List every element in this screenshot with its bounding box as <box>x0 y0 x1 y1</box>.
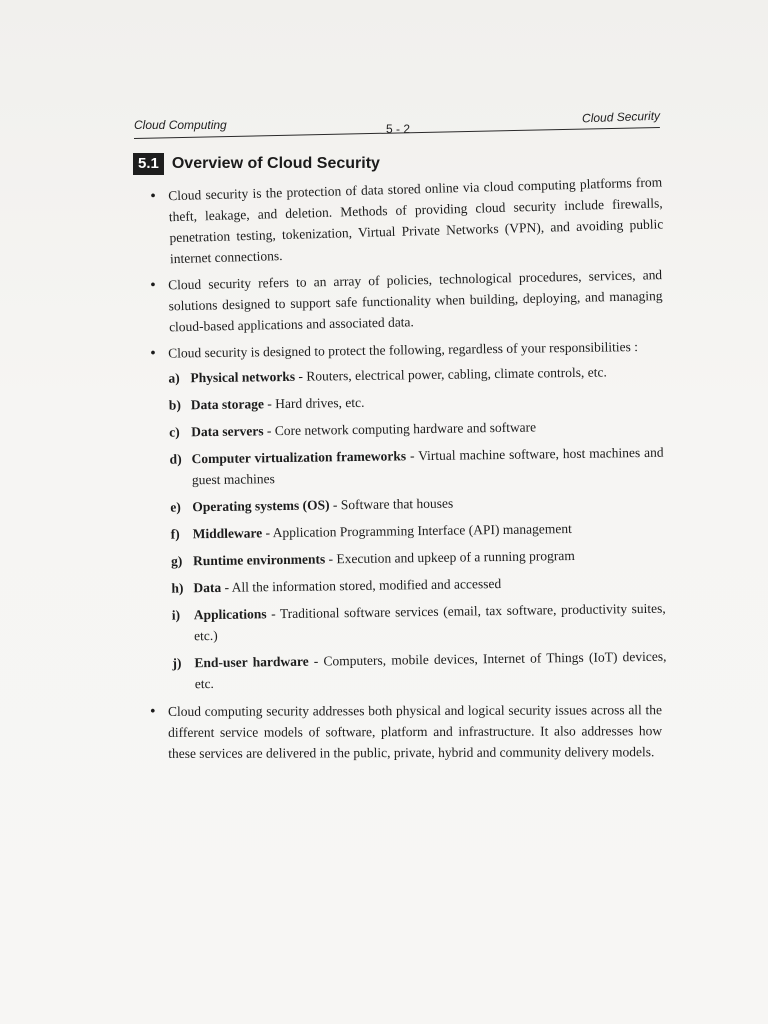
section-heading <box>133 151 380 177</box>
list-item <box>168 361 662 389</box>
list-item-term: Runtime environments <box>192 551 326 569</box>
list-item <box>170 490 664 518</box>
list-item-description: - Application Programming Interface (API) management <box>262 520 572 541</box>
list-item-description: - Traditional software services (email, tax software, productivity suites, etc.) <box>193 600 666 644</box>
list-item-label: e) <box>170 499 181 515</box>
list-item-term: Data servers <box>191 423 264 440</box>
list-item-term: End-user hardware <box>194 653 309 671</box>
list-item <box>171 544 665 572</box>
list-item-label: b) <box>168 397 181 413</box>
list-item-term: Physical networks <box>190 368 296 386</box>
list-item <box>172 646 667 695</box>
section-title: Overview of Cloud Security <box>171 155 380 172</box>
list-item-description: - Execution and upkeep of a running program <box>325 547 575 567</box>
list-item-label: h) <box>171 580 184 596</box>
bullet-intro-text: Cloud security is designed to protect the following, regardless of your responsibilities : <box>168 339 638 361</box>
list-item <box>171 571 665 599</box>
list-item-label: i) <box>171 607 181 623</box>
list-item-label: c) <box>169 424 180 440</box>
list-item-label: a) <box>168 370 180 386</box>
header-book-title: Cloud Computing <box>134 118 227 132</box>
list-item-description: - Hard drives, etc. <box>263 394 365 412</box>
bullet-paragraph <box>140 336 667 695</box>
list-item-term: Data <box>193 579 222 596</box>
list-item-description: - Virtual machine software, host machines and guest machines <box>191 444 664 488</box>
header-chapter-title: Cloud Security <box>581 108 661 126</box>
list-item-description: - Routers, electrical power, cabling, climate controls, etc. <box>295 364 607 384</box>
list-item-label: j) <box>172 655 182 671</box>
list-item-label: f) <box>170 526 180 542</box>
list-item <box>169 442 664 491</box>
list-item-label: d) <box>169 451 182 467</box>
list-item-term: Middleware <box>192 525 263 542</box>
header-page-number: 5 - 2 <box>386 122 411 136</box>
section-number: 5.1 <box>133 153 164 175</box>
list-item-term: Applications <box>193 606 267 623</box>
list-item-term: Operating systems (OS) <box>192 497 330 515</box>
protected-items-list <box>168 361 667 695</box>
list-item-description: - Core network computing hardware and software <box>263 419 537 439</box>
list-item <box>169 415 663 443</box>
list-item-label: g) <box>170 553 183 569</box>
list-item <box>171 517 665 545</box>
bullet-paragraph: • Cloud security is the protection of data stored online via cloud computing platforms from theft, leakage, and deletion. Methods of providing cloud security include firewalls, penetration testing, tokenization, Virtual Private Networks (VPN), and avoiding public internet connections. <box>140 171 664 270</box>
list-item-term: Data storage <box>190 396 265 413</box>
section-body <box>140 174 667 769</box>
list-item <box>169 388 663 416</box>
list-item <box>172 598 667 647</box>
list-item-term: Computer virtualization frameworks <box>191 448 407 467</box>
list-item-description: - All the information stored, modified and accessed <box>221 575 502 595</box>
running-header <box>134 110 660 140</box>
bullet-paragraph: • Cloud computing security addresses both physical and logical security issues across all the different service models of software, platform and infrastructure. It also addresses how these services are delivered in the public, private, hybrid and community delivery models. <box>140 699 662 764</box>
bullet-paragraph: • Cloud security refers to an array of policies, technological procedures, services, and solutions designed to support safe functionality when building, deploying, and managing cloud-based applications and associated data. <box>140 264 663 338</box>
list-item-description: - Computers, mobile devices, Internet of Things (IoT) devices, etc. <box>194 648 667 692</box>
list-item-description: - Software that houses <box>329 495 454 513</box>
